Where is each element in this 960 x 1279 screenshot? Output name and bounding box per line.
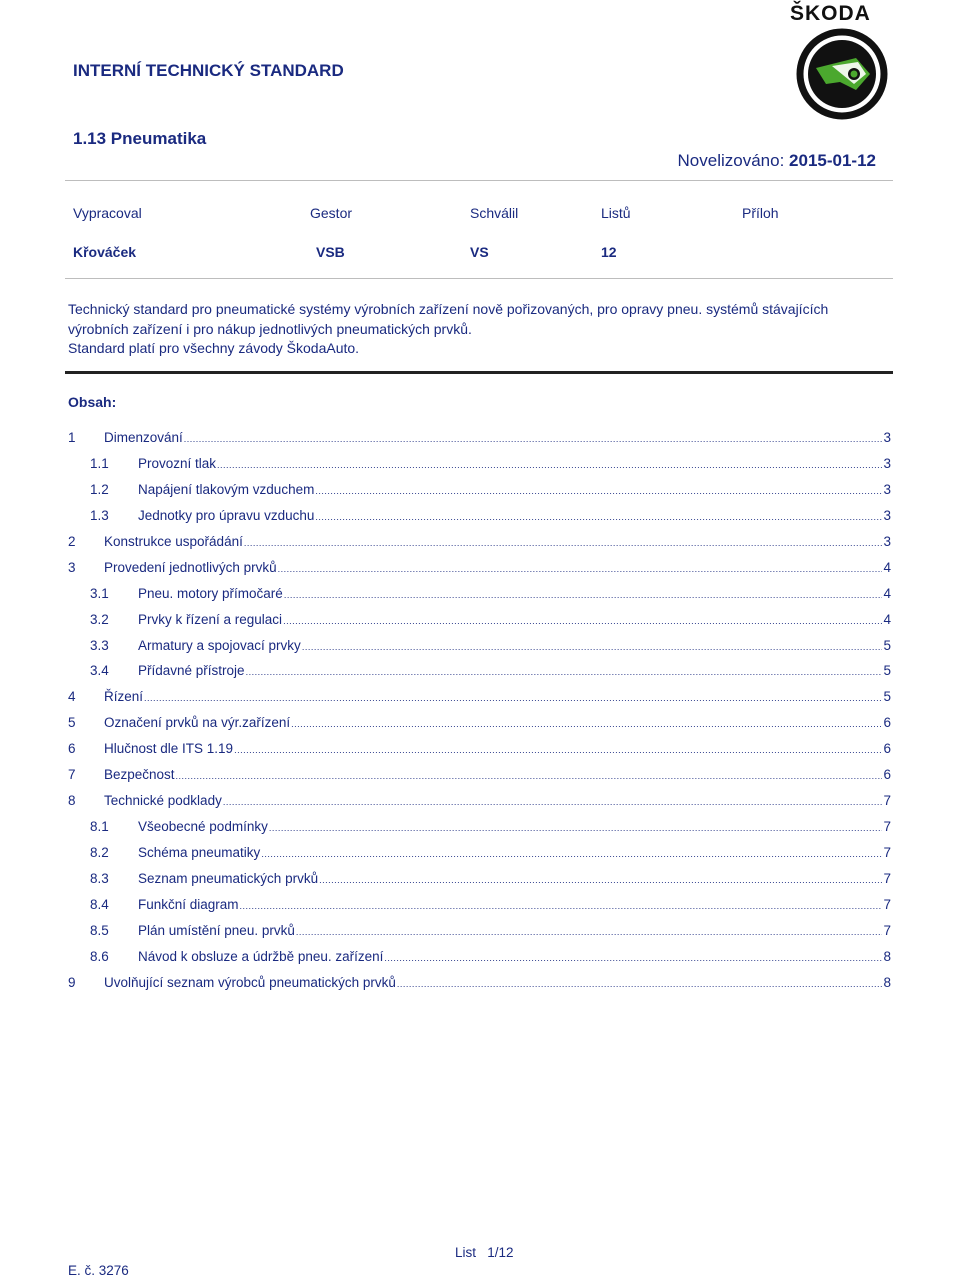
toc-number: 1.2 <box>90 481 109 497</box>
toc-page: 8 <box>883 948 891 964</box>
toc-leader <box>302 642 883 652</box>
toc-leader <box>246 667 883 677</box>
toc-leader <box>240 901 883 911</box>
toc-leader <box>261 849 882 859</box>
toc-page: 7 <box>883 819 891 835</box>
toc-entry[interactable] <box>68 508 891 534</box>
toc-leader <box>284 590 883 600</box>
footer-document-number: E. č. 3276 <box>68 1263 129 1278</box>
toc-title: Plán umístění pneu. prvků <box>138 922 295 938</box>
revised-label: Novelizováno: <box>677 151 785 170</box>
meta-label-gestor: Gestor <box>310 205 353 221</box>
toc-number: 3.2 <box>90 611 109 627</box>
toc-title: Provedení jednotlivých prvků <box>104 559 277 575</box>
toc-number: 8.6 <box>90 948 109 964</box>
toc-page: 4 <box>883 559 891 575</box>
toc-entry[interactable] <box>68 456 891 482</box>
meta-label-priloh: Příloh <box>742 205 779 221</box>
toc-title: Jednotky pro úpravu vzduchu <box>138 507 315 523</box>
footer-list-value: 1/12 <box>487 1245 514 1260</box>
footer-page-indicator <box>455 1245 514 1260</box>
meta-value-listu: 12 <box>601 244 617 260</box>
toc-number: 1 <box>68 430 76 445</box>
toc-number: 8.1 <box>90 819 109 835</box>
toc-title: Bezpečnost <box>104 767 175 783</box>
toc-number: 9 <box>68 974 76 990</box>
toc-leader <box>244 538 883 548</box>
toc-number: 3 <box>68 559 76 575</box>
toc-title: Všeobecné podmínky <box>138 819 268 835</box>
toc-leader <box>184 434 883 444</box>
toc-leader <box>315 512 882 522</box>
meta-value-gestor: VSB <box>316 244 345 260</box>
revised-date: 2015-01-12 <box>789 151 876 170</box>
toc-number: 6 <box>68 741 76 757</box>
toc-entry[interactable] <box>68 923 891 949</box>
meta-value-vypracoval: Křováček <box>73 244 137 260</box>
toc-page: 3 <box>883 507 891 523</box>
toc-entry[interactable] <box>68 819 891 845</box>
toc-entry[interactable] <box>68 689 891 715</box>
toc-entry[interactable] <box>68 534 891 560</box>
toc-entry[interactable] <box>68 793 891 819</box>
revision-line <box>678 151 876 171</box>
toc-entry[interactable] <box>68 482 891 508</box>
toc-entry[interactable] <box>68 741 891 767</box>
intro-line: Technický standard pro pneumatické systémy výrobních zařízení nově pořizovaných, pro opravy pneu. systémů stávajících <box>68 301 829 317</box>
toc-page: 5 <box>883 663 891 679</box>
toc-page: 6 <box>883 741 891 757</box>
toc-page: 3 <box>883 533 891 549</box>
toc-number: 1.3 <box>90 507 109 523</box>
toc-number: 3.3 <box>90 637 109 653</box>
toc-title: Seznam pneumatických prvků <box>138 870 319 886</box>
toc-title: Pneu. motory přímočaré <box>138 585 283 601</box>
toc-page: 4 <box>883 585 891 601</box>
toc-number: 5 <box>68 715 76 731</box>
toc-leader <box>397 979 883 989</box>
toc-page: 5 <box>883 689 891 705</box>
toc-leader <box>234 745 882 755</box>
toc-entry[interactable] <box>68 767 891 793</box>
toc-title: Řízení <box>104 689 144 705</box>
toc-leader <box>176 771 883 781</box>
toc-entry[interactable] <box>68 715 891 741</box>
toc-entry[interactable] <box>68 663 891 689</box>
toc-entry[interactable] <box>68 586 891 612</box>
toc-page: 6 <box>883 715 891 731</box>
toc-title: Prvky k řízení a regulaci <box>138 611 283 627</box>
toc-leader <box>291 719 882 729</box>
toc-title: Funkční diagram <box>138 896 239 912</box>
table-of-contents <box>68 430 891 1001</box>
toc-leader <box>296 927 883 937</box>
meta-label-listu: Listů <box>601 205 631 221</box>
toc-number: 1.1 <box>90 455 109 471</box>
toc-entry[interactable] <box>68 975 891 1001</box>
toc-title: Dimenzování <box>104 430 183 445</box>
toc-title: Hlučnost dle ITS 1.19 <box>104 741 234 757</box>
toc-page: 3 <box>883 430 891 445</box>
toc-page: 7 <box>883 845 891 860</box>
toc-leader <box>144 693 882 703</box>
toc-leader <box>278 564 883 574</box>
toc-page: 4 <box>883 611 891 627</box>
toc-number: 8.2 <box>90 845 109 860</box>
toc-entry[interactable] <box>68 638 891 664</box>
toc-leader <box>223 797 883 807</box>
toc-page: 7 <box>883 870 891 886</box>
toc-leader <box>384 953 882 963</box>
toc-number: 2 <box>68 533 76 549</box>
toc-entry[interactable] <box>68 871 891 897</box>
toc-entry[interactable] <box>68 560 891 586</box>
toc-title: Přídavné přístroje <box>138 663 245 679</box>
toc-title: Napájení tlakovým vzduchem <box>138 481 315 497</box>
toc-entry[interactable] <box>68 897 891 923</box>
toc-title: Konstrukce uspořádání <box>104 533 243 549</box>
skoda-logo-icon <box>796 28 888 120</box>
toc-entry[interactable] <box>68 430 891 456</box>
section-title: 1.13 Pneumatika <box>73 129 207 148</box>
toc-number: 7 <box>68 767 76 783</box>
toc-entry[interactable] <box>68 845 891 871</box>
toc-leader <box>283 616 882 626</box>
intro-divider <box>65 371 893 374</box>
meta-label-schvalil: Schválil <box>470 205 519 221</box>
toc-page: 7 <box>883 793 891 809</box>
toc-page: 5 <box>883 637 891 653</box>
toc-leader <box>269 823 883 833</box>
intro-line: výrobních zařízení i pro nákup jednotlivých pneumatických prvků. <box>68 320 472 337</box>
toc-leader <box>319 875 882 885</box>
toc-number: 3.4 <box>90 663 109 679</box>
toc-number: 8.5 <box>90 922 109 938</box>
toc-number: 4 <box>68 689 76 705</box>
toc-leader <box>315 486 882 496</box>
toc-title: Označení prvků na výr.zařízení <box>104 715 291 731</box>
toc-page: 7 <box>883 896 891 912</box>
toc-number: 3.1 <box>90 585 109 601</box>
toc-title: Technické podklady <box>104 793 222 809</box>
toc-leader <box>217 460 882 470</box>
brand-wordmark: ŠKODA <box>790 2 871 25</box>
toc-title: Uvolňující seznam výrobců pneumatických prvků <box>104 974 396 990</box>
meta-value-schvalil: VS <box>470 244 489 260</box>
intro-text <box>68 300 888 359</box>
meta-label-vypracoval: Vypracoval <box>73 205 142 221</box>
toc-page: 7 <box>883 922 891 938</box>
toc-page: 6 <box>883 767 891 783</box>
document-title: INTERNÍ TECHNICKÝ STANDARD <box>73 61 344 80</box>
footer-list-label: List <box>455 1245 477 1260</box>
toc-entry[interactable] <box>68 612 891 638</box>
toc-page: 3 <box>883 455 891 471</box>
meta-divider <box>65 278 893 279</box>
toc-heading: Obsah: <box>68 394 117 410</box>
toc-entry[interactable] <box>68 949 891 975</box>
toc-page: 3 <box>883 481 891 497</box>
toc-page: 8 <box>883 974 891 990</box>
toc-number: 8.4 <box>90 896 109 912</box>
toc-number: 8 <box>68 793 76 809</box>
toc-title: Armatury a spojovací prvky <box>138 637 301 653</box>
toc-title: Provozní tlak <box>138 455 217 471</box>
header-divider <box>65 180 893 181</box>
toc-title: Schéma pneumatiky <box>138 845 261 860</box>
intro-line: Standard platí pro všechny závody ŠkodaAuto. <box>68 340 360 356</box>
toc-title: Návod k obsluze a údržbě pneu. zařízení <box>138 948 384 964</box>
toc-number: 8.3 <box>90 870 109 886</box>
